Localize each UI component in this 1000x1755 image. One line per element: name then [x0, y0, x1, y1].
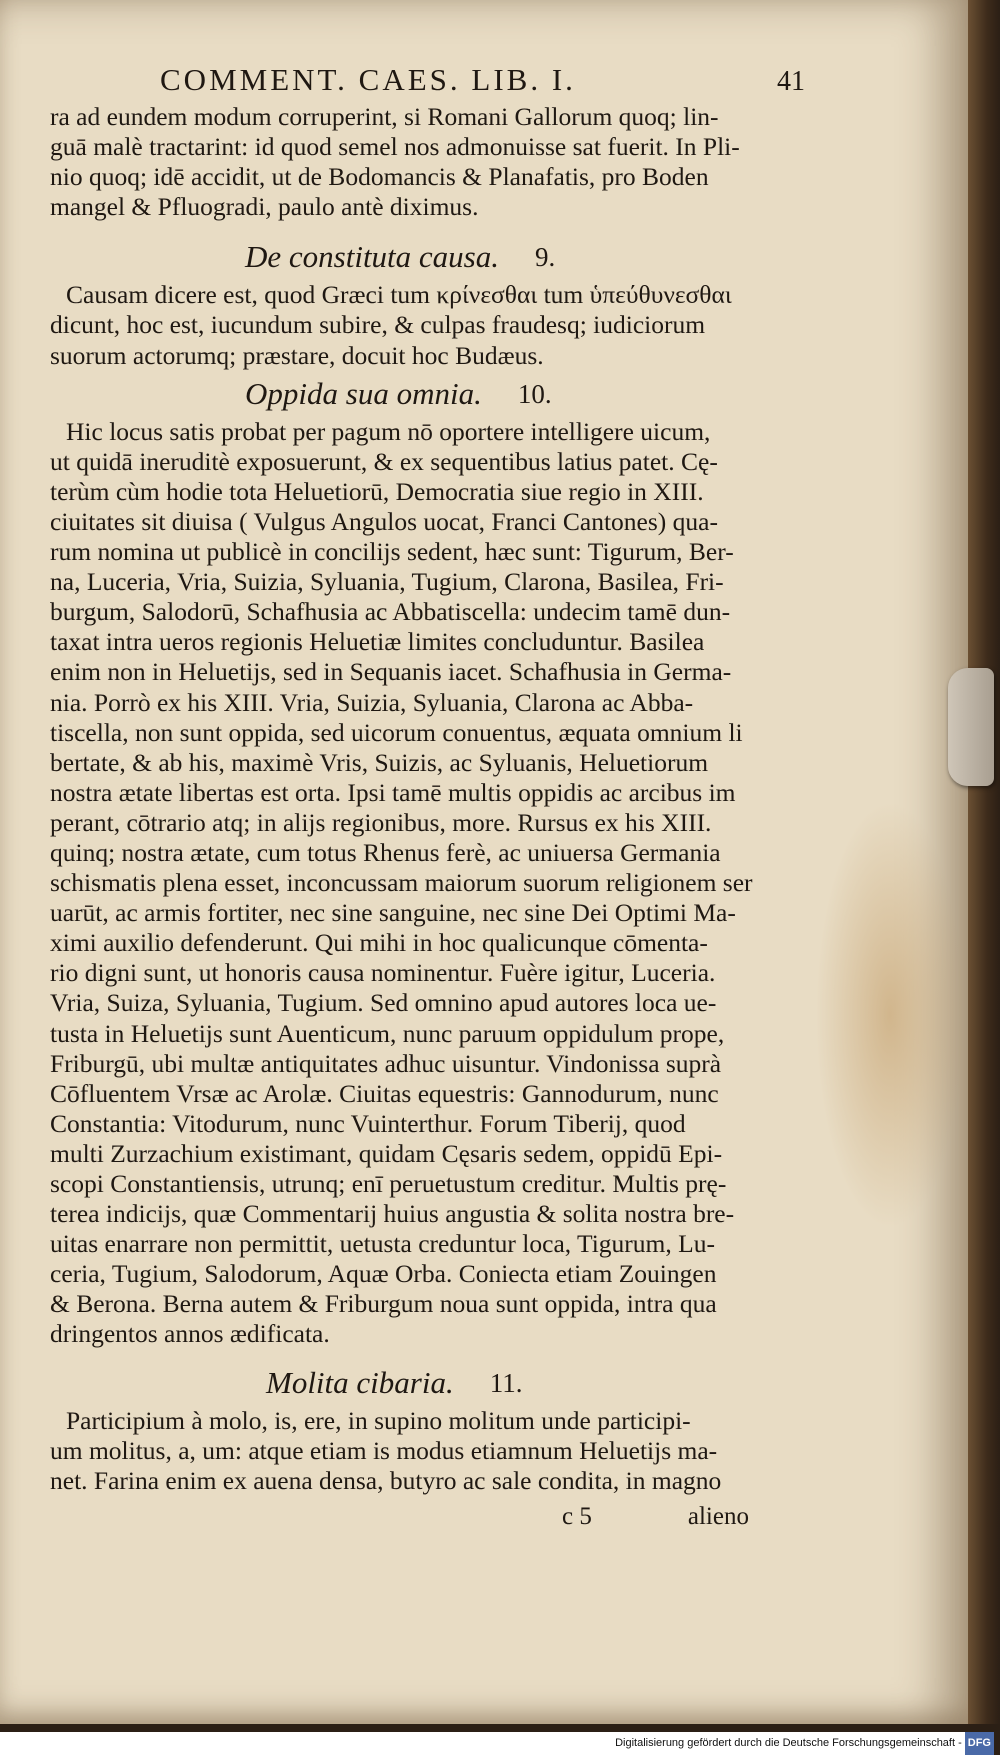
- text-line: uarūt, ac armis fortiter, nec sine sanguine, nec sine Dei Optimi Ma-: [50, 898, 736, 928]
- text-line: ximi auxilio defenderunt. Qui mihi in hoc qualicunque cōmenta-: [50, 928, 708, 958]
- text-line: burgum, Salodorū, Schafhusia ac Abbatiscella: undecim tamē dun-: [50, 597, 731, 627]
- section-number: 9.: [535, 242, 556, 273]
- water-stain: [815, 800, 965, 1230]
- folio-number: 41: [777, 66, 805, 97]
- page-clip: [948, 668, 994, 786]
- text-line: nia. Porrò ex his XIII. Vria, Suizia, Syluania, Clarona ac Abba-: [50, 687, 694, 717]
- text-line: Friburgū, ubi multæ antiquitates adhuc uisuntur. Vindonissa suprà: [50, 1048, 722, 1078]
- text-line: quinq; nostra ætate, cum totus Rhenus ferè, ac uniuersa Germania: [50, 837, 721, 867]
- text-line: ciuitates sit diuisa ( Vulgus Angulos uocat, Franci Cantones) qua-: [50, 506, 718, 536]
- text-line: uitas enarrare non permittit, uetusta creduntur loca, Tigurum, Lu-: [50, 1229, 715, 1259]
- page-text: [50, 60, 805, 1534]
- text-line: Hic locus satis probat per pagum nō oportere intelligere uicum,: [66, 416, 711, 446]
- text-line: Participium à molo, is, ere, in supino molitum unde participi-: [66, 1405, 691, 1435]
- text-line: suorum actorumq; præstare, docuit hoc Budæus.: [50, 340, 544, 370]
- section-heading: [245, 234, 805, 280]
- text-line: taxat intra ueros regionis Heluetiæ limites concluduntur. Basilea: [50, 627, 705, 657]
- text-line: & Berona. Berna autem & Friburgum noua sunt oppida, intra qua: [50, 1289, 717, 1319]
- text-line: ut quidā ineruditè exposuerunt, & ex sequentibus latius patet. Cę-: [50, 446, 718, 476]
- text-line: multi Zurzachium existimant, quidam Cęsaris sedem, oppidū Epi-: [50, 1138, 723, 1168]
- page-footer: [50, 1500, 805, 1534]
- text-line: Causam dicere est, quod Græci tum κρίνεσθαι tum ὑπεύθυνεσθαι: [66, 280, 732, 310]
- text-line: Constantia: Vitodurum, nunc Vuinterthur. Forum Tiberij, quod: [50, 1108, 686, 1138]
- text-line: na, Luceria, Vria, Suizia, Syluania, Tugium, Clarona, Basilea, Fri-: [50, 567, 724, 597]
- text-line: dringentos annos ædificata.: [50, 1319, 330, 1349]
- text-line: schismatis plena esset, inconcussam maiorum suorum religionem ser: [50, 868, 753, 898]
- credit-text: Digitalisierung gefördert durch die Deutsche Forschungsgemeinschaft -: [615, 1737, 962, 1749]
- text-line: um molitus, a, um: atque etiam is modus etiamnum Heluetijs ma-: [50, 1435, 718, 1465]
- section-title: Oppida sua omnia.: [245, 375, 482, 411]
- book-edge: [968, 0, 1000, 1724]
- digitization-credit: [0, 1732, 994, 1755]
- dfg-logo: DFG: [965, 1732, 994, 1755]
- section-body: [50, 1406, 805, 1496]
- text-line: guā malè tractarint: id quod semel nos admonuisse sat fuerit. In Pli-: [50, 132, 740, 162]
- section-title: Molita cibaria.: [266, 1364, 454, 1400]
- running-title: COMMENT. CAES. LIB. I.: [160, 62, 576, 97]
- text-line: tiscella, non sunt oppida, sed uicorum conuentus, æquata omnium li: [50, 717, 743, 747]
- text-line: enim non in Heluetijs, sed in Sequanis iacet. Schafhusia in Germa-: [50, 657, 732, 687]
- text-line: terea indicijs, quæ Commentarij huius angustia & solita nostra bre-: [50, 1199, 735, 1229]
- text-line: nostra ætate libertas est orta. Ipsi tamē multis oppidis ac arcibus im: [50, 777, 736, 807]
- text-line: nio quoq; idē accidit, ut de Bodomancis & Planafatis, pro Boden: [50, 162, 709, 192]
- text-line: net. Farina enim ex auena densa, butyro ac sale condita, in magno: [50, 1465, 722, 1495]
- text-line: ra ad eundem modum corruperint, si Romani Gallorum quoq; lin-: [50, 102, 719, 131]
- text-line: bertate, & ab his, maximè Vris, Suizis, ac Syluanis, Heluetiorum: [50, 747, 709, 777]
- intro-paragraph: [50, 102, 805, 222]
- text-line: perant, cōtrario atq; in alijs regionibus, more. Rursus ex his XIII.: [50, 807, 712, 837]
- section-heading: [266, 1360, 805, 1406]
- catchword: alieno: [687, 1502, 749, 1530]
- section-body: [50, 280, 805, 370]
- section-number: 10.: [517, 378, 552, 409]
- text-line: tusta in Heluetijs sunt Auenticum, nunc paruum oppidulum prope,: [50, 1018, 725, 1048]
- text-line: dicunt, hoc est, iucundum subire, & culpas fraudesq; iudiciorum: [50, 310, 706, 340]
- text-line: terùm cùm hodie tota Heluetiorū, Democratia siue regio in XIII.: [50, 476, 704, 506]
- section-heading: [245, 371, 805, 417]
- text-line: scopi Constantiensis, utrunq; enī peruetustum creditur. Multis prę-: [50, 1169, 727, 1198]
- text-line: rio digni sunt, ut honoris causa nominentur. Fuère igitur, Luceria.: [50, 958, 716, 988]
- text-line: Vria, Suiza, Syluania, Tugium. Sed omnino apud autores loca ue-: [50, 988, 717, 1018]
- running-header: [160, 60, 805, 102]
- text-line: Cōfluentem Vrsæ ac Arolæ. Ciuitas equestris: Gannodurum, nunc: [50, 1078, 719, 1108]
- text-line: mangel & Pfluogradi, paulo antè diximus.: [50, 192, 479, 222]
- signature-mark: c 5: [562, 1502, 592, 1530]
- section-number: 11.: [489, 1367, 523, 1398]
- section-title: De constituta causa.: [245, 239, 499, 275]
- section-body: [50, 417, 805, 1350]
- text-line: ceria, Tugium, Salodorum, Aquæ Orba. Coniecta etiam Zouingen: [50, 1259, 717, 1289]
- text-line: rum nomina ut publicè in concilijs sedent, hæc sunt: Tigurum, Ber-: [50, 537, 734, 567]
